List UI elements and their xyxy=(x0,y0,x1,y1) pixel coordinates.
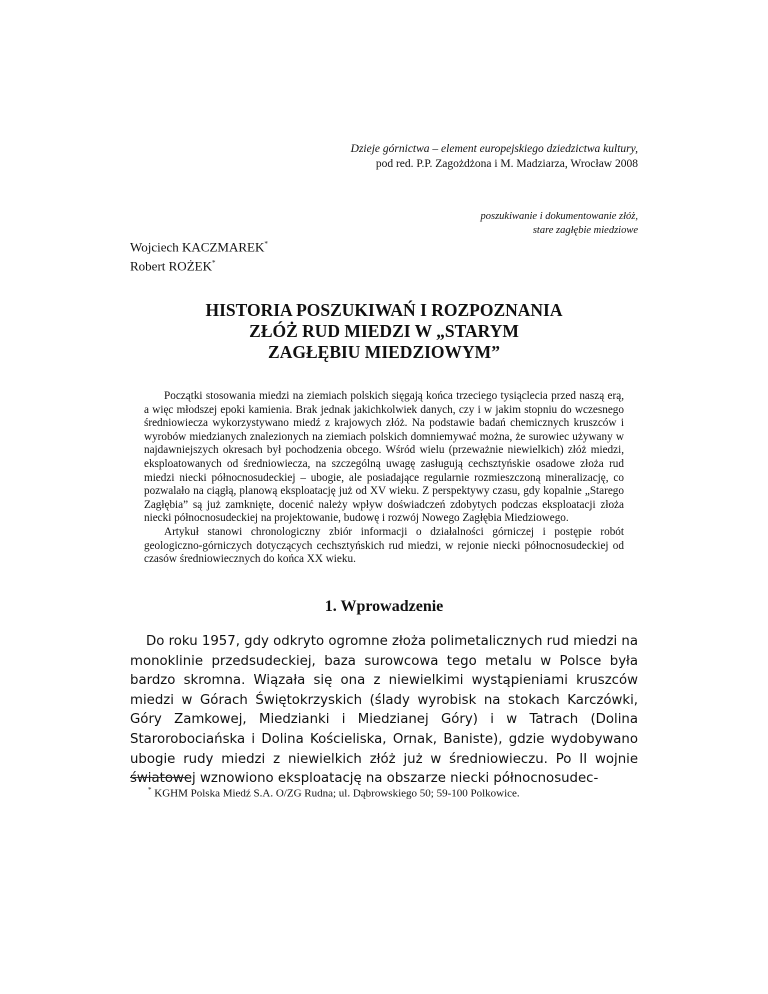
title-line-1: HISTORIA POSZUKIWAŃ I ROZPOZNANIA xyxy=(205,300,563,320)
footnote-text: KGHM Polska Miedź S.A. O/ZG Rudna; ul. Dąbrowskiego 50; 59-100 Polkowice. xyxy=(154,787,520,800)
title-line-2: ZŁÓŻ RUD MIEDZI W „STARYM xyxy=(249,321,519,341)
body-text xyxy=(130,632,638,789)
body-paragraph-1: Do roku 1957, gdy odkryto ogromne złoża polimetalicznych rud miedzi na monoklinie przedsudeckiej, baza surowcowa tego metalu w Polsce była bardzo skromna. Wiązała się ona z niewielkimi wystąpieniami kruszców miedzi w Górach Świętokrzyskich (ślady wyrobisk na stokach Karczówki, Góry Zamkowej, Miedzianki i Miedzianej Góry) i w Tatrach (Dolina Starorobociańska i Dolina Kościeliska, Ornak, Baniste), gdzie wydobywano ubogie rudy miedzi z niewielkich złóż już w średniowieczu. Po II wojnie światowej wznowiono eksploatację na obszarze niecki północnosudec- xyxy=(130,634,638,787)
footnote-divider xyxy=(130,777,188,778)
author-footnote-mark: * xyxy=(211,259,216,268)
author-2 xyxy=(130,255,268,274)
author-name: Wojciech KACZMAREK xyxy=(130,239,265,255)
authors xyxy=(130,236,268,275)
source-editors: pod red. P.P. Zagożdżona i M. Madziarza, Wrocław 2008 xyxy=(375,158,638,170)
paper-title xyxy=(130,300,638,363)
abstract-paragraph-2: Artykuł stanowi chronologiczny zbiór informacji o działalności górniczej i postępie robót geologiczno-górniczych dotyczących cechsztyńskich rud miedzi, w rejonie niecki północnosudeckiej od czasów średniowiecznych do końca XX wieku. xyxy=(144,525,624,566)
footnote xyxy=(148,783,520,801)
author-footnote-mark: * xyxy=(264,240,268,248)
title-line-3: ZAGŁĘBIU MIEDZIOWYM” xyxy=(268,342,500,362)
author-1 xyxy=(130,236,268,255)
footnote-mark: * xyxy=(148,786,152,794)
abstract-paragraph-1: Początki stosowania miedzi na ziemiach polskich sięgają końca trzeciego tysiąclecia przed naszą erą, a więc młodszej epoki kamienia. Brak jednak jakichkolwiek danych, czy i w jakim stopniu do wczesnego średniowiecza wykorzystywano miedź z krajowych złóż. Na podstawie badań chemicznych kruszców i wyrobów miedzianych znalezionych na ziemiach polskich domniemywać można, że surowiec używany w najdawniejszych okresach był pochodzenia obcego. Wśród wielu (przeważnie niewielkich) złóż miedzi, eksploatowanych od średniowiecza, na szczególną uwagę zasługują cechsztyńskie osadowe złoża rud miedzi niecki północnosudeckiej – ubogie, ale posiadające regularnie rozmieszczoną mineralizację, co pozwalało na ciągłą, planową eksploatację już od XV wieku. Z perspektywy czasu, gdy kopalnie „Starego Zagłębia” są już zamknięte, docenić należy wpływ doświadczeń zdobytych podczas eksploatacji złoża niecki północnosudeckiej na projektowanie, budowę i rozwój Nowego Zagłębia Miedziowego. xyxy=(144,390,624,525)
abstract xyxy=(144,390,624,567)
source-series: Dzieje górnictwa – element europejskiego dziedzictwa kultury, xyxy=(350,143,638,155)
keyword-line-1: poszukiwanie i dokumentowanie złóż, xyxy=(480,211,638,222)
source-citation xyxy=(351,142,638,172)
section-heading: 1. Wprowadzenie xyxy=(324,598,444,615)
author-name: Robert ROŻEK xyxy=(130,258,212,274)
keywords xyxy=(481,210,639,238)
keyword-line-2: stare zagłębie miedziowe xyxy=(532,225,638,236)
